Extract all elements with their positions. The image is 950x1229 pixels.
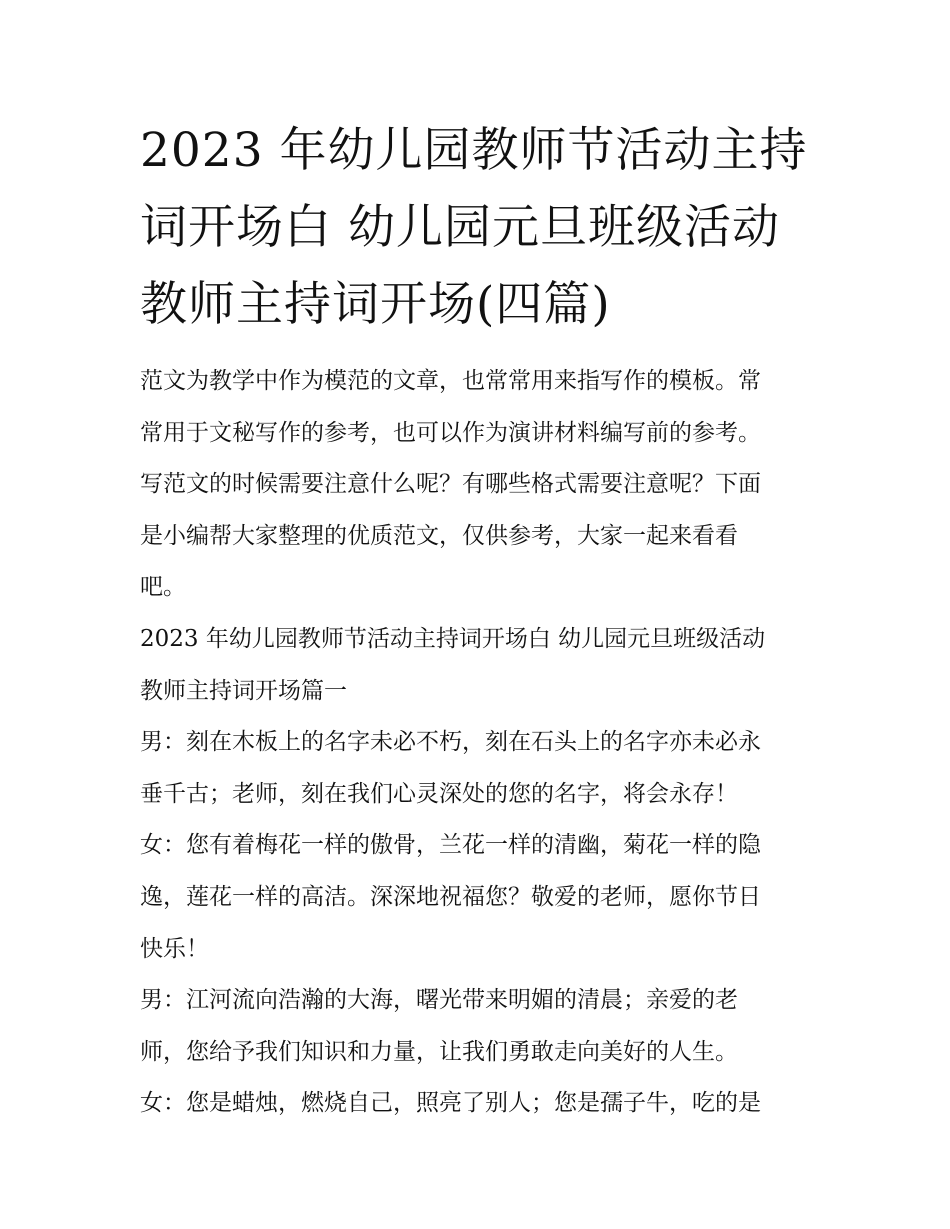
- dialogue-line-7: 师，您给予我们知识和力量，让我们勇敢走向美好的人生。: [140, 1038, 738, 1065]
- dialogue-line-6: 男：江河流向浩瀚的大海，曙光带来明媚的清晨；亲爱的老: [140, 987, 738, 1014]
- dialogue-line-5: 快乐！: [140, 935, 209, 962]
- dialogue-line-3: 女：您有着梅花一样的傲骨，兰花一样的清幽，菊花一样的隐: [140, 832, 761, 859]
- dialogue-line-8: 女：您是蜡烛，燃烧自己，照亮了别人；您是孺子牛，吃的是: [140, 1090, 761, 1117]
- dialogue-line-1: 男：刻在木板上的名字未必不朽，刻在石头上的名字亦未必永: [140, 729, 761, 756]
- title-line-3: 教师主持词开场(四篇): [140, 277, 611, 332]
- intro-line-3: 写范文的时候需要注意什么呢？有哪些格式需要注意呢？下面: [140, 471, 761, 498]
- document-body: [140, 356, 812, 1130]
- intro-line-4: 是小编帮大家整理的优质范文，仅供参考，大家一起来看看: [140, 522, 738, 549]
- section-heading-line-2: 教师主持词开场篇一: [140, 677, 347, 704]
- dialogue-line-2: 垂千古；老师，刻在我们心灵深处的您的名字，将会永存！: [140, 780, 738, 807]
- title-line-2: 词开场白 幼儿园元旦班级活动: [140, 200, 780, 255]
- title-line-1: 2023 年幼儿园教师节活动主持: [140, 123, 808, 178]
- intro-line-2: 常用于文秘写作的参考，也可以作为演讲材料编写前的参考。: [140, 419, 761, 446]
- section-heading-line-1: 2023 年幼儿园教师节活动主持词开场白 幼儿园元旦班级活动: [140, 625, 766, 652]
- intro-line-5: 吧。: [140, 574, 186, 601]
- document-title: [140, 112, 812, 343]
- intro-line-1: 范文为教学中作为模范的文章，也常常用来指写作的模板。常: [140, 368, 761, 394]
- dialogue-line-4: 逸，莲花一样的高洁。深深地祝福您？敬爱的老师，愿你节日: [140, 883, 761, 910]
